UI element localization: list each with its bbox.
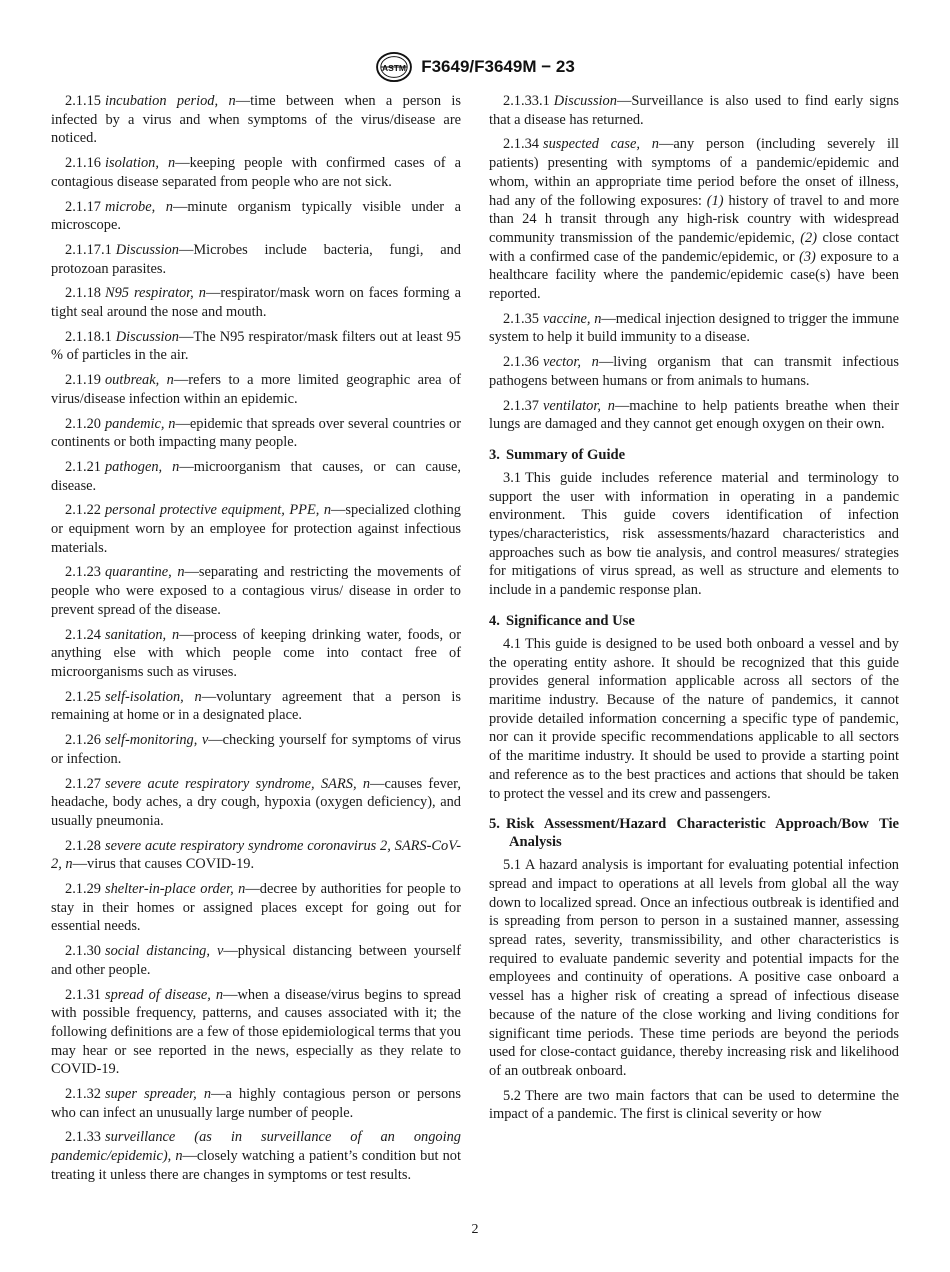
definition-item: 2.1.30 social distancing, v—physical distancing between yourself and other people. [51,943,462,978]
definition-item: 2.1.23 quarantine, n—separating and restricting the movements of people who were exposed to a contagious virus/ disease in order to prevent spread of the disease. [51,564,461,618]
definition-item: 2.1.27 severe acute respiratory syndrome, SARS, n—causes fever, headache, body aches, a dry cough, hypoxia (oxygen deficiency), and usually pneumonia. [51,775,461,829]
definition-item: 2.1.16 isolation, n—keeping people with confirmed cases of a contagious disease separated from people who are not sick. [51,155,461,190]
right-column [489,92,899,1130]
document-code: F3649/F3649M − 23 [421,57,575,76]
definition-item: 2.1.29 shelter-in-place order, n—decree by authorities for people to stay in their homes or assigned places except for going out for essential needs. [51,881,461,935]
definition-item: 2.1.25 self-isolation, n—voluntary agreement that a person is remaining at home or in a designated place. [51,688,461,724]
definition-item: 2.1.17 microbe, n—minute organism typically visible under a microscope. [51,198,461,234]
section-heading: 5. Risk Assessment/Hazard Characteristic Approach/Bow Tie Analysis [489,816,899,851]
definition-item: 2.1.24 sanitation, n—process of keeping drinking water, foods, or anything else with which people come into contact free of microorganisms such as viruses. [51,626,461,680]
definition-item: 2.1.21 pathogen, n—microorganism that causes, or can cause, disease. [51,458,461,494]
section-heading: 4. Significance and Use [489,612,635,629]
definition-item: 2.1.37 ventilator, n—machine to help patients breathe when their lungs are damaged and they cannot get enough oxygen on their own. [489,397,899,433]
section-paragraph: 5.2 There are two main factors that can be used to determine the impact of a pandemic. The first is clinical severity or how [489,1087,899,1123]
section-paragraph: 5.1 A hazard analysis is important for evaluating potential infection spread and impact to operations at all levels from global all the way down to localized spread. Once an infectious outbreak is identified and is spreading from person to person in a sustained manner, assessing spread rates, severity, transmissibility, and other characteristics is required to evaluate pandemic severity and potential impacts for the employees and continuity of operations. A positive case onboard a vessel has a higher risk of creating a spread of infectious disease because of the nature of the close working and living conditions for significant time periods. These time periods are beyond the periods used for close-contact guidance, thereby increasing risk and likelihood of an outbreak onboard. [489,857,899,1079]
page-header [0,50,950,84]
definition-discussion: 2.1.18.1 Discussion—The N95 respirator/mask filters out at least 95 % of particles in the air. [51,328,461,364]
definition-discussion: 2.1.17.1 Discussion—Microbes include bacteria, fungi, and protozoan parasites. [51,241,461,277]
astm-logo-text: ASTM [382,62,407,73]
definition-item: 2.1.34 suspected case, n—any person (including severely ill patients) presenting with symptoms of a pandemic/epidemic and whom, within an appropriate time period before the onset of illness, had any of the following exposures: (1) history of travel to and more than 24 h transit through any high-risk country with widespread community transmission of the pandemic/epidemic, (2) close contact with a confirmed case of the pandemic/epidemic, or (3) exposure to a healthcare facility where the pandemic/epidemic case(s) have been reported. [489,136,900,303]
definition-item: 2.1.15 incubation period, n—time between when a person is infected by a virus and when symptoms of the virus/disease are noticed. [51,93,462,147]
astm-logo-icon [375,51,413,83]
definition-discussion: 2.1.33.1 Discussion—Surveillance is also used to find early signs that a disease has returned. [489,93,899,128]
definition-item: 2.1.20 pandemic, n—epidemic that spreads over several countries or continents or both impacting many people. [51,415,461,451]
definition-item: 2.1.31 spread of disease, n—when a disease/virus begins to spread with possible frequency, patterns, and causes associated with it; the following definitions are a few of those epidemiological terms that you may hear or see reported in the news, especially as they relate to COVID-19. [51,986,461,1078]
definition-item: 2.1.28 severe acute respiratory syndrome coronavirus 2, SARS-CoV-2, n—virus that causes COVID-19. [51,837,461,873]
section-paragraph: 3.1 This guide includes reference material and terminology to support the user with information in operating in a pandemic environment. This guide covers identification of infection types/characteristics, risk assessments/hazard characteristics and approaches such as bow tie analysis, and control measures/ strategies for mitigations of virus spread, as well as structure and elements to include in a pandemic response plan. [489,469,899,599]
definition-item: 2.1.36 vector, n—living organism that can transmit infectious pathogens between humans or from animals to humans. [489,354,899,389]
section-paragraph: 4.1 This guide is designed to be used both onboard a vessel and by the operating entity ashore. It should be recognized that this guide provides general information applicable across all sectors of the maritime industry. Because of the nature of pandemics, it cannot provide detailed information concerning a specific type of pandemic, nor can it provide specific recommendations applicable to all sectors of the maritime industry. It should be used to provide a starting point and reference as to the best practices and actions that should be taken to protect the vessel and its crew and passengers. [489,635,899,802]
definition-item: 2.1.32 super spreader, n—a highly contagious person or persons who can infect an unusually large number of people. [51,1086,461,1121]
left-column [51,92,461,1191]
definition-item: 2.1.35 vaccine, n—medical injection designed to trigger the immune system to help it build immunity to a disease. [489,310,899,346]
section-heading: 3. Summary of Guide [489,446,626,463]
definition-item: 2.1.19 outbreak, n—refers to a more limited geographic area of virus/disease infection within an epidemic. [51,372,461,407]
page-number: 2 [471,1222,479,1237]
definition-item: 2.1.33 surveillance (as in surveillance of an ongoing pandemic/epidemic), n—closely watching a patient’s condition but not treating it unless there are changes in symptoms or test results. [51,1129,461,1183]
definition-item: 2.1.18 N95 respirator, n—respirator/mask worn on faces forming a tight seal around the nose and mouth. [51,285,461,321]
definition-item: 2.1.22 personal protective equipment, PPE, n—specialized clothing or equipment worn by an employee for protection against infectious materials. [51,502,461,556]
definition-item: 2.1.26 self-monitoring, v—checking yourself for symptoms of virus or infection. [51,732,461,767]
